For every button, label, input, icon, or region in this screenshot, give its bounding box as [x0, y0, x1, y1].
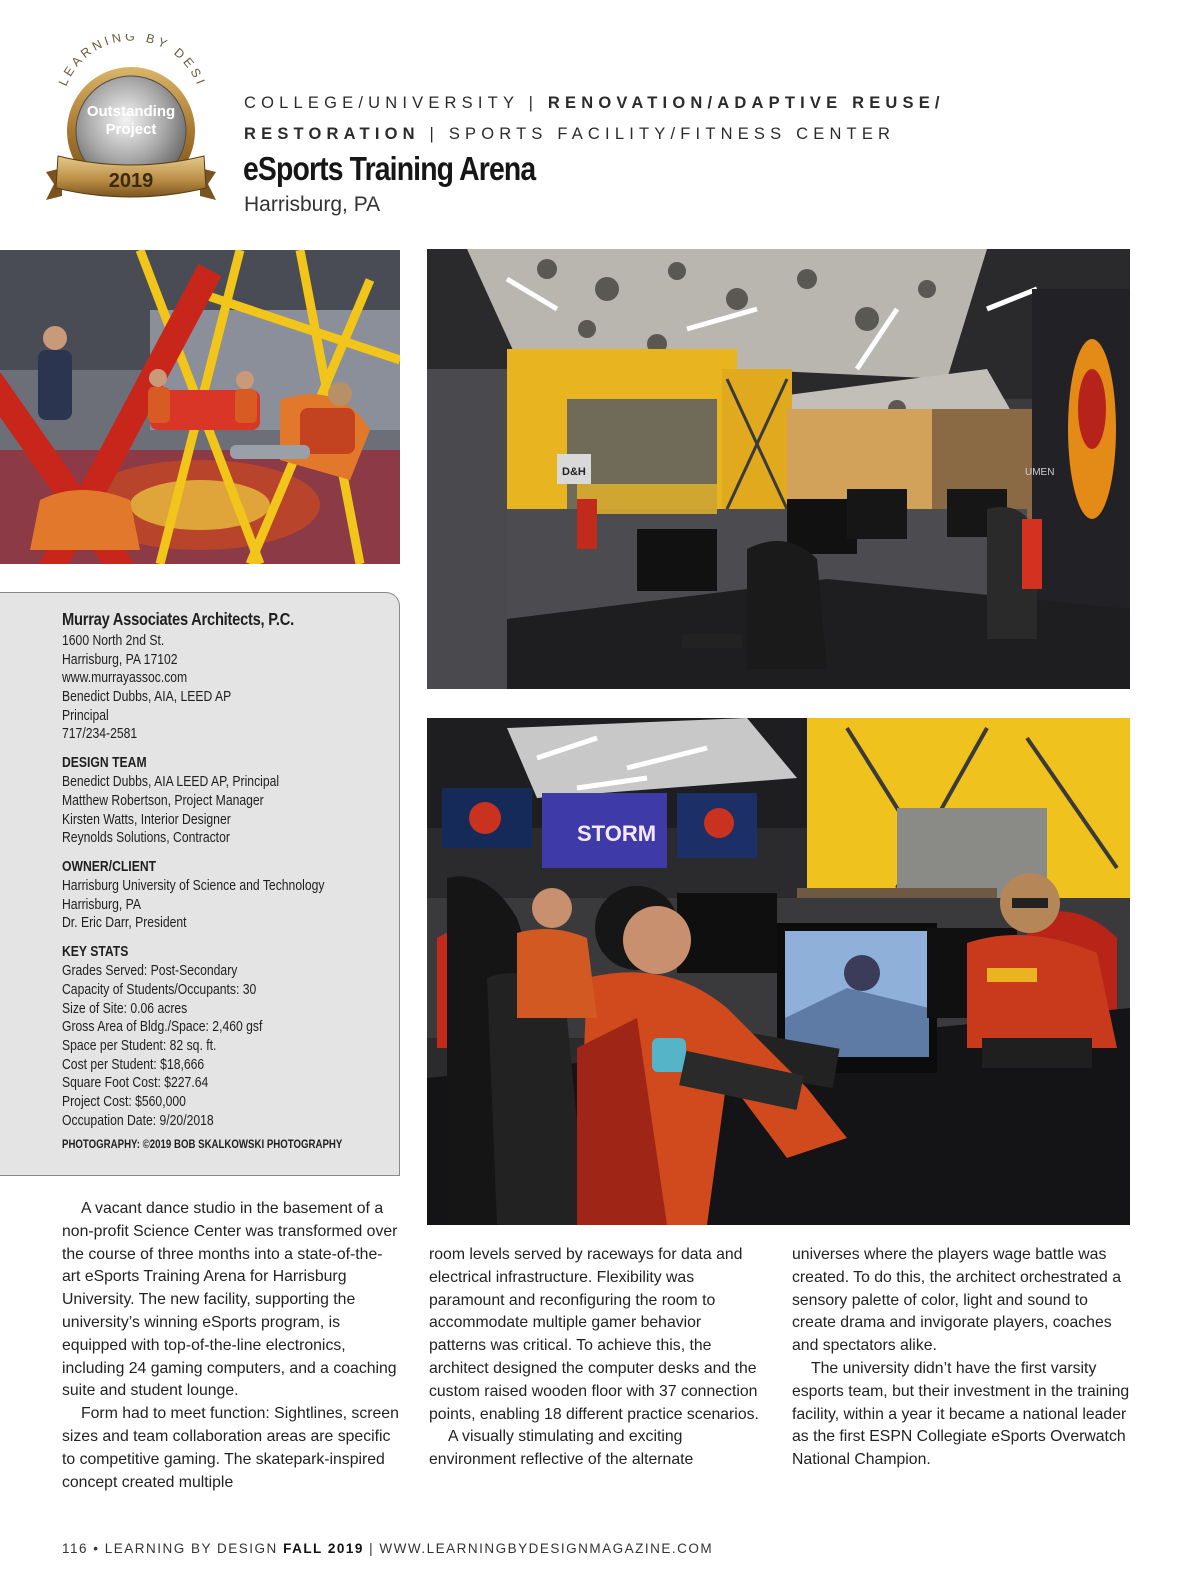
arena-sign-left: D&H	[562, 466, 586, 478]
architect-firm-name: Murray Associates Architects, P.C.	[62, 609, 294, 629]
lounge-photo	[0, 250, 400, 564]
key-stat-item: Square Foot Cost: $227.64	[62, 1075, 209, 1091]
arena-interior-photo	[427, 249, 1130, 689]
firm-city-line: Harrisburg, PA 17102	[62, 652, 178, 668]
page-footer	[62, 1541, 713, 1556]
design-team-heading: DESIGN TEAM	[62, 755, 147, 771]
page-number: 116	[62, 1541, 89, 1556]
article-paragraph: A visually stimulating and exciting environment reflective of the alternate	[429, 1428, 694, 1469]
key-stat-item: Cost per Student: $18,666	[62, 1057, 205, 1073]
category-separator: |	[518, 94, 548, 112]
firm-website: www.murrayassoc.com	[62, 670, 188, 686]
footer-bullet: •	[88, 1541, 105, 1556]
badge-line1: Outstanding	[86, 103, 176, 120]
screen-storm-text: STORM	[577, 821, 657, 846]
footer-separator: |	[363, 1541, 380, 1556]
page-title: eSports Training Arena	[243, 150, 536, 187]
badge-year: 2019	[108, 170, 154, 192]
design-team-member: Kirsten Watts, Interior Designer	[62, 812, 231, 828]
key-stat-item: Gross Area of Bldg./Space: 2,460 gsf	[62, 1019, 263, 1035]
firm-address-line: 1600 North 2nd St.	[62, 633, 165, 649]
article-column-1	[62, 1198, 400, 1494]
category-college: COLLEGE/UNIVERSITY	[244, 94, 519, 112]
article-paragraph: universes where the players wage battle was created. To do this, the architect orchestrated a sensory palette of color, light and sound to create drama and invigorate players, coaches and spectators alike.	[792, 1246, 1121, 1355]
issue-label: FALL 2019	[283, 1541, 364, 1556]
project-categories	[244, 88, 1144, 150]
key-stat-item: Capacity of Students/Occupants: 30	[62, 982, 257, 998]
magazine-name: LEARNING BY DESIGN	[104, 1541, 284, 1556]
category-separator: |	[419, 125, 449, 143]
gamers-photo	[427, 718, 1130, 1225]
design-team-member: Reynolds Solutions, Contractor	[62, 830, 230, 846]
key-stat-item: Project Cost: $560,000	[62, 1094, 186, 1110]
owner-client-line: Dr. Eric Darr, President	[62, 915, 187, 931]
firm-contact-name: Benedict Dubbs, AIA, LEED AP	[62, 689, 232, 705]
badge-line2: Project	[105, 121, 157, 138]
badge-arc-text: LEARNING BY DESI	[55, 34, 209, 90]
key-stats-heading: KEY STATS	[62, 944, 129, 960]
category-sports: SPORTS FACILITY/FITNESS CENTER	[448, 125, 896, 143]
magazine-url: WWW.LEARNINGBYDESIGNMAGAZINE.COM	[379, 1541, 714, 1556]
article-column-2	[429, 1244, 759, 1472]
owner-client-line: Harrisburg, PA	[62, 897, 141, 913]
key-stat-item: Size of Site: 0.06 acres	[62, 1001, 188, 1017]
owner-client-heading: OWNER/CLIENT	[62, 859, 157, 875]
project-location: Harrisburg, PA	[244, 193, 381, 216]
category-restoration: RESTORATION	[244, 125, 420, 143]
article-column-3	[792, 1244, 1132, 1472]
key-stat-item: Occupation Date: 9/20/2018	[62, 1113, 214, 1129]
article-paragraph: A vacant dance studio in the basement of a non-profit Science Center was transformed over the course of three months into a state-of-the-art eSports Training Arena for Harrisburg University. The new facility, supporting the university’s winning eSports program, is equipped with top-of-the-line electronics, including 24 gaming computers, and a coaching suite and student lounge.	[62, 1200, 398, 1400]
design-team-member: Matthew Robertson, Project Manager	[62, 793, 264, 809]
article-paragraph: The university didn’t have the first varsity esports team, but their investment in the training facility, within a year it became a national leader as the first ESPN Collegiate eSports Overwatch National Champion.	[792, 1359, 1130, 1469]
article-paragraph: room levels served by raceways for data and electrical infrastructure. Flexibility was paramount and reconfiguring the room to accommodate multiple gamer behavior patterns was critical. To achieve this, the architect designed the computer desks and the custom raised wooden floor with 37 connection points, enabling 18 different practice scenarios.	[429, 1246, 759, 1423]
photography-credit: PHOTOGRAPHY: ©2019 BOB SKALKOWSKI PHOTOGRAPHY	[62, 1139, 343, 1151]
arena-sign-right: UMEN	[1025, 467, 1055, 478]
key-stat-item: Space per Student: 82 sq. ft.	[62, 1038, 217, 1054]
design-team-member: Benedict Dubbs, AIA LEED AP, Principal	[62, 774, 280, 790]
firm-phone: 717/234-2581	[62, 726, 138, 742]
firm-contact-title: Principal	[62, 708, 109, 724]
category-renovation: RENOVATION/ADAPTIVE REUSE/	[547, 94, 945, 112]
article-paragraph: Form had to meet function: Sightlines, screen sizes and team collaboration areas are specific to competitive gaming. The skatepark-inspired concept created multiple	[62, 1405, 399, 1491]
key-stat-item: Grades Served: Post-Secondary	[62, 963, 238, 979]
outstanding-project-badge	[40, 34, 222, 210]
badge-seal-icon	[40, 34, 222, 210]
owner-client-line: Harrisburg University of Science and Technology	[62, 878, 325, 894]
